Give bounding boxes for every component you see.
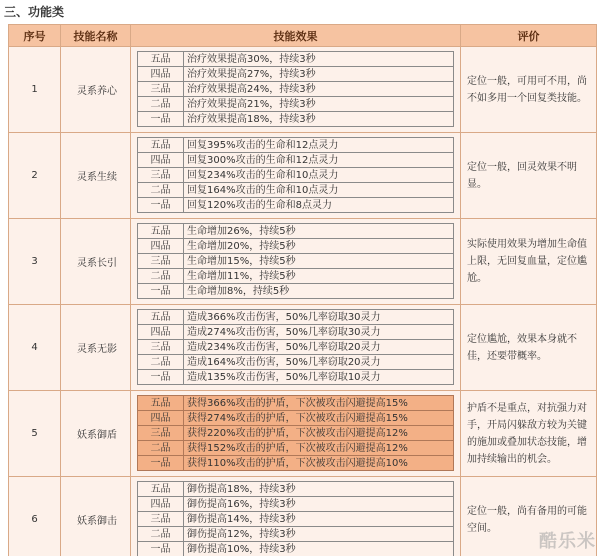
grade-row — [138, 153, 454, 168]
skill-row — [9, 219, 597, 305]
grade-row — [138, 112, 454, 127]
skill-row — [9, 305, 597, 391]
grade-effect: 造成274%攻击伤害，50%几率窃取30灵力 — [184, 325, 454, 340]
grade-effect: 获得110%攻击的护盾，下次被攻击闪避提高10% — [184, 456, 454, 471]
grade-effect: 回复395%攻击的生命和12点灵力 — [184, 138, 454, 153]
header-eval: 评价 — [461, 25, 597, 47]
skill-row — [9, 391, 597, 477]
skill-eval: 定位尴尬，效果本身就不佳，还要带概率。 — [461, 305, 597, 391]
grade-label: 二品 — [138, 183, 184, 198]
grade-effect: 回复164%攻击的生命和10点灵力 — [184, 183, 454, 198]
grade-effect: 生命增加15%，持续5秒 — [184, 254, 454, 269]
skill-effects — [131, 133, 461, 219]
header-no: 序号 — [9, 25, 61, 47]
skill-name: 妖系御盾 — [61, 391, 131, 477]
grade-effect: 御伤提高18%，持续3秒 — [184, 482, 454, 497]
grade-row — [138, 224, 454, 239]
skill-name: 妖系御击 — [61, 477, 131, 556]
skill-name: 灵系无影 — [61, 305, 131, 391]
grade-effect: 御伤提高10%，持续3秒 — [184, 542, 454, 556]
grade-row — [138, 426, 454, 441]
grade-table — [137, 309, 454, 385]
skill-name: 灵系长引 — [61, 219, 131, 305]
grade-label: 一品 — [138, 284, 184, 299]
grade-effect: 回复234%攻击的生命和10点灵力 — [184, 168, 454, 183]
skill-effects — [131, 477, 461, 556]
grade-label: 五品 — [138, 396, 184, 411]
grade-label: 四品 — [138, 325, 184, 340]
grade-effect: 生命增加11%，持续5秒 — [184, 269, 454, 284]
grade-row — [138, 370, 454, 385]
grade-label: 一品 — [138, 456, 184, 471]
grade-row — [138, 527, 454, 542]
grade-row — [138, 97, 454, 112]
skill-name: 灵系养心 — [61, 47, 131, 133]
grade-table — [137, 395, 454, 471]
grade-effect: 造成234%攻击伤害，50%几率窃取20灵力 — [184, 340, 454, 355]
grade-label: 二品 — [138, 269, 184, 284]
skill-effects — [131, 391, 461, 477]
grade-effect: 造成164%攻击伤害，50%几率窃取20灵力 — [184, 355, 454, 370]
grade-label: 四品 — [138, 67, 184, 82]
skill-eval: 定位一般，尚有备用的可能空间。 — [461, 477, 597, 556]
grade-table — [137, 51, 454, 127]
grade-row — [138, 482, 454, 497]
grade-label: 二品 — [138, 97, 184, 112]
grade-label: 四品 — [138, 239, 184, 254]
grade-effect: 造成135%攻击伤害，50%几率窃取10灵力 — [184, 370, 454, 385]
grade-label: 三品 — [138, 254, 184, 269]
grade-row — [138, 183, 454, 198]
grade-label: 二品 — [138, 355, 184, 370]
grade-label: 一品 — [138, 542, 184, 556]
grade-label: 三品 — [138, 512, 184, 527]
grade-effect: 御伤提高16%，持续3秒 — [184, 497, 454, 512]
grade-label: 三品 — [138, 426, 184, 441]
grade-effect: 获得220%攻击的护盾，下次被攻击闪避提高12% — [184, 426, 454, 441]
header-row — [9, 25, 597, 47]
grade-row — [138, 310, 454, 325]
grade-effect: 治疗效果提高27%，持续3秒 — [184, 67, 454, 82]
grade-row — [138, 239, 454, 254]
grade-label: 五品 — [138, 224, 184, 239]
grade-label: 五品 — [138, 482, 184, 497]
grade-label: 五品 — [138, 310, 184, 325]
grade-effect: 生命增加20%，持续5秒 — [184, 239, 454, 254]
grade-row — [138, 456, 454, 471]
skill-eval: 定位一般，可用可不用，尚不如多用一个回复类技能。 — [461, 47, 597, 133]
skill-effects — [131, 305, 461, 391]
grade-effect: 获得366%攻击的护盾，下次被攻击闪避提高15% — [184, 396, 454, 411]
grade-row — [138, 542, 454, 556]
grade-row — [138, 82, 454, 97]
grade-row — [138, 512, 454, 527]
grade-row — [138, 325, 454, 340]
skill-eval: 定位一般，回灵效果不明显。 — [461, 133, 597, 219]
grade-effect: 获得152%攻击的护盾，下次被攻击闪避提高12% — [184, 441, 454, 456]
grade-row — [138, 138, 454, 153]
grade-effect: 生命增加8%，持续5秒 — [184, 284, 454, 299]
grade-effect: 御伤提高14%，持续3秒 — [184, 512, 454, 527]
grade-label: 三品 — [138, 168, 184, 183]
grade-row — [138, 67, 454, 82]
grade-row — [138, 411, 454, 426]
grade-effect: 回复300%攻击的生命和12点灵力 — [184, 153, 454, 168]
grade-table — [137, 481, 454, 556]
grade-row — [138, 254, 454, 269]
grade-row — [138, 168, 454, 183]
grade-label: 一品 — [138, 198, 184, 213]
skill-number: 2 — [9, 133, 61, 219]
grade-effect: 治疗效果提高21%，持续3秒 — [184, 97, 454, 112]
grade-row — [138, 355, 454, 370]
skill-effects — [131, 47, 461, 133]
skill-number: 1 — [9, 47, 61, 133]
skill-number: 4 — [9, 305, 61, 391]
skill-effects — [131, 219, 461, 305]
grade-row — [138, 441, 454, 456]
grade-label: 四品 — [138, 497, 184, 512]
section-heading: 三、功能类 — [4, 5, 65, 19]
grade-effect: 御伤提高12%，持续3秒 — [184, 527, 454, 542]
grade-row — [138, 269, 454, 284]
header-effect: 技能效果 — [131, 25, 461, 47]
grade-row — [138, 284, 454, 299]
grade-table — [137, 137, 454, 213]
skill-eval: 护盾不是重点，对抗强力对手，开局闪躲敌方较为关键的施加或叠加状态技能，增加持续输出的机会。 — [461, 391, 597, 477]
grade-table — [137, 223, 454, 299]
grade-label: 一品 — [138, 112, 184, 127]
grade-row — [138, 52, 454, 67]
skill-row — [9, 133, 597, 219]
grade-row — [138, 396, 454, 411]
grade-effect: 造成366%攻击伤害，50%几率窃取30灵力 — [184, 310, 454, 325]
grade-label: 三品 — [138, 82, 184, 97]
skill-eval: 实际使用效果为增加生命值上限，无回复血量，定位尴尬。 — [461, 219, 597, 305]
skill-number: 3 — [9, 219, 61, 305]
grade-label: 二品 — [138, 441, 184, 456]
grade-effect: 回复120%攻击的生命和8点灵力 — [184, 198, 454, 213]
skill-number: 5 — [9, 391, 61, 477]
header-name: 技能名称 — [61, 25, 131, 47]
grade-label: 一品 — [138, 370, 184, 385]
grade-effect: 获得274%攻击的护盾，下次被攻击闪避提高15% — [184, 411, 454, 426]
grade-label: 四品 — [138, 153, 184, 168]
grade-row — [138, 340, 454, 355]
watermark-logo: 酷乐米 — [539, 531, 596, 552]
grade-effect: 治疗效果提高18%，持续3秒 — [184, 112, 454, 127]
grade-label: 四品 — [138, 411, 184, 426]
grade-row — [138, 198, 454, 213]
grade-label: 五品 — [138, 52, 184, 67]
grade-label: 三品 — [138, 340, 184, 355]
skill-number: 6 — [9, 477, 61, 556]
grade-effect: 生命增加26%，持续5秒 — [184, 224, 454, 239]
skill-row — [9, 47, 597, 133]
grade-label: 二品 — [138, 527, 184, 542]
grade-label: 五品 — [138, 138, 184, 153]
skills-table — [8, 24, 597, 556]
grade-effect: 治疗效果提高30%，持续3秒 — [184, 52, 454, 67]
grade-row — [138, 497, 454, 512]
grade-effect: 治疗效果提高24%，持续3秒 — [184, 82, 454, 97]
skill-name: 灵系生续 — [61, 133, 131, 219]
skill-row — [9, 477, 597, 556]
